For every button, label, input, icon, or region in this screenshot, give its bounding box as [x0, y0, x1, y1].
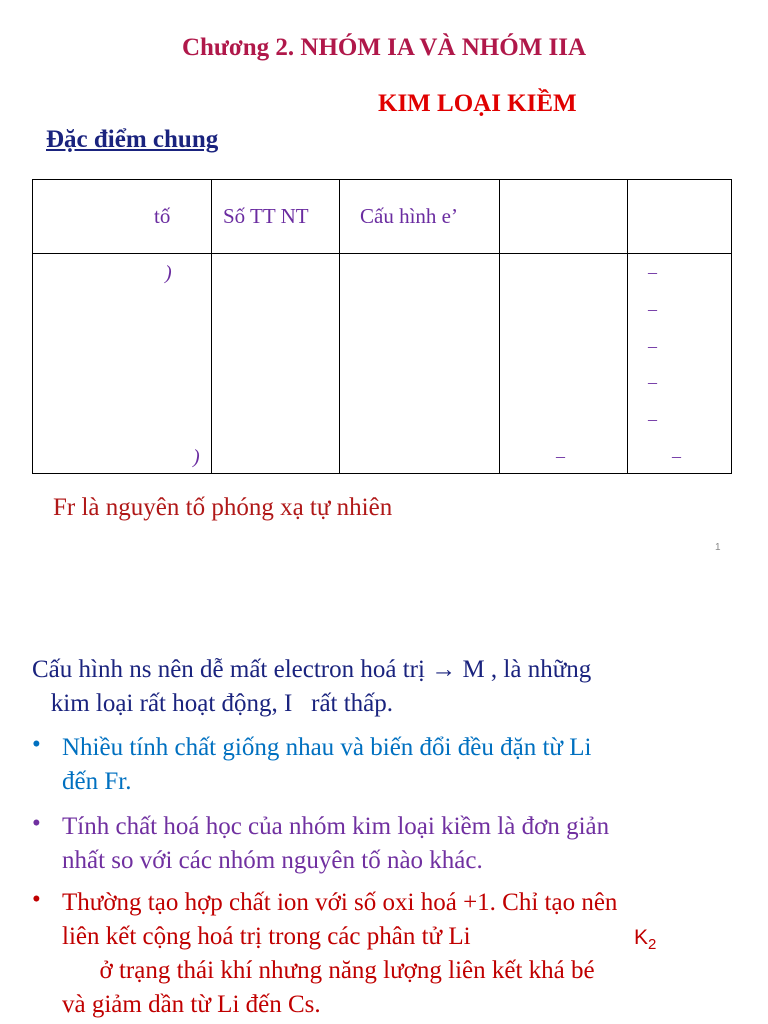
page-number: 1	[715, 542, 721, 553]
paren-mark: )	[193, 446, 200, 468]
dash-mark: –	[648, 262, 657, 282]
table-header-cell	[33, 180, 212, 254]
bullet-marker: •	[32, 731, 41, 758]
intro-line: Cấu hình ns nên dễ mất electron hoá trị → M , là những	[32, 656, 592, 683]
bullet-marker: •	[32, 886, 41, 913]
section-subtitle: KIM LOẠI KIỀM	[378, 90, 577, 117]
table-cell	[628, 254, 732, 474]
header-electron-config: Cấu hình e’	[360, 204, 458, 228]
paren-mark: )	[165, 262, 172, 284]
bullet-line: và giảm dần từ Li đến Cs.	[62, 991, 321, 1018]
table-cell	[212, 254, 340, 474]
dash-mark: –	[648, 336, 657, 356]
radioactive-note: Fr là nguyên tố phóng xạ tự nhiên	[53, 494, 393, 521]
table-cell	[500, 254, 628, 474]
table-header-cell	[500, 180, 628, 254]
table-cell	[33, 254, 212, 474]
header-atomic-number: Số TT NT	[223, 204, 309, 228]
chapter-title: Chương 2. NHÓM IA VÀ NHÓM IIA	[181, 34, 587, 61]
k2-formula	[634, 926, 656, 953]
intro-line: kim loại rất hoạt động, I rất thấp.	[32, 690, 394, 717]
bullet-line: liên kết cộng hoá trị trong các phân tử Li	[62, 923, 471, 950]
properties-table	[32, 179, 732, 474]
bullet-line: nhất so với các nhóm nguyên tố nào khác.	[62, 847, 483, 874]
bullet-line: đến Fr.	[62, 768, 132, 795]
dash-mark: –	[648, 409, 657, 429]
dash-mark: –	[648, 299, 657, 319]
bullet-line: Nhiều tính chất giống nhau và biến đổi đều đặn từ Li	[62, 734, 592, 761]
k2-symbol: K	[634, 926, 649, 949]
dash-mark: –	[556, 446, 565, 466]
dash-mark: –	[672, 446, 681, 466]
table-header-cell	[628, 180, 732, 254]
bullet-line: ở trạng thái khí nhưng năng lượng liên kết khá bé	[62, 957, 595, 984]
intro-paragraph	[32, 653, 591, 721]
table-cell	[340, 254, 500, 474]
dash-mark: –	[648, 372, 657, 392]
bullet-line: Thường tạo hợp chất ion với số oxi hoá +1. Chỉ tạo nên	[62, 889, 618, 916]
table-row	[33, 254, 732, 474]
bullet-item	[62, 731, 591, 799]
bullet-marker: •	[32, 810, 41, 837]
bullet-item	[62, 810, 609, 878]
bullet-item	[62, 886, 617, 1022]
section-heading: Đặc điểm chung	[46, 126, 219, 153]
table-header-cell	[212, 180, 340, 254]
k2-subscript: 2	[648, 936, 657, 954]
table-header-row	[33, 180, 732, 254]
header-element: tố	[154, 204, 171, 228]
bullet-line: Tính chất hoá học của nhóm kim loại kiềm là đơn giản	[62, 813, 610, 840]
table-header-cell	[340, 180, 500, 254]
